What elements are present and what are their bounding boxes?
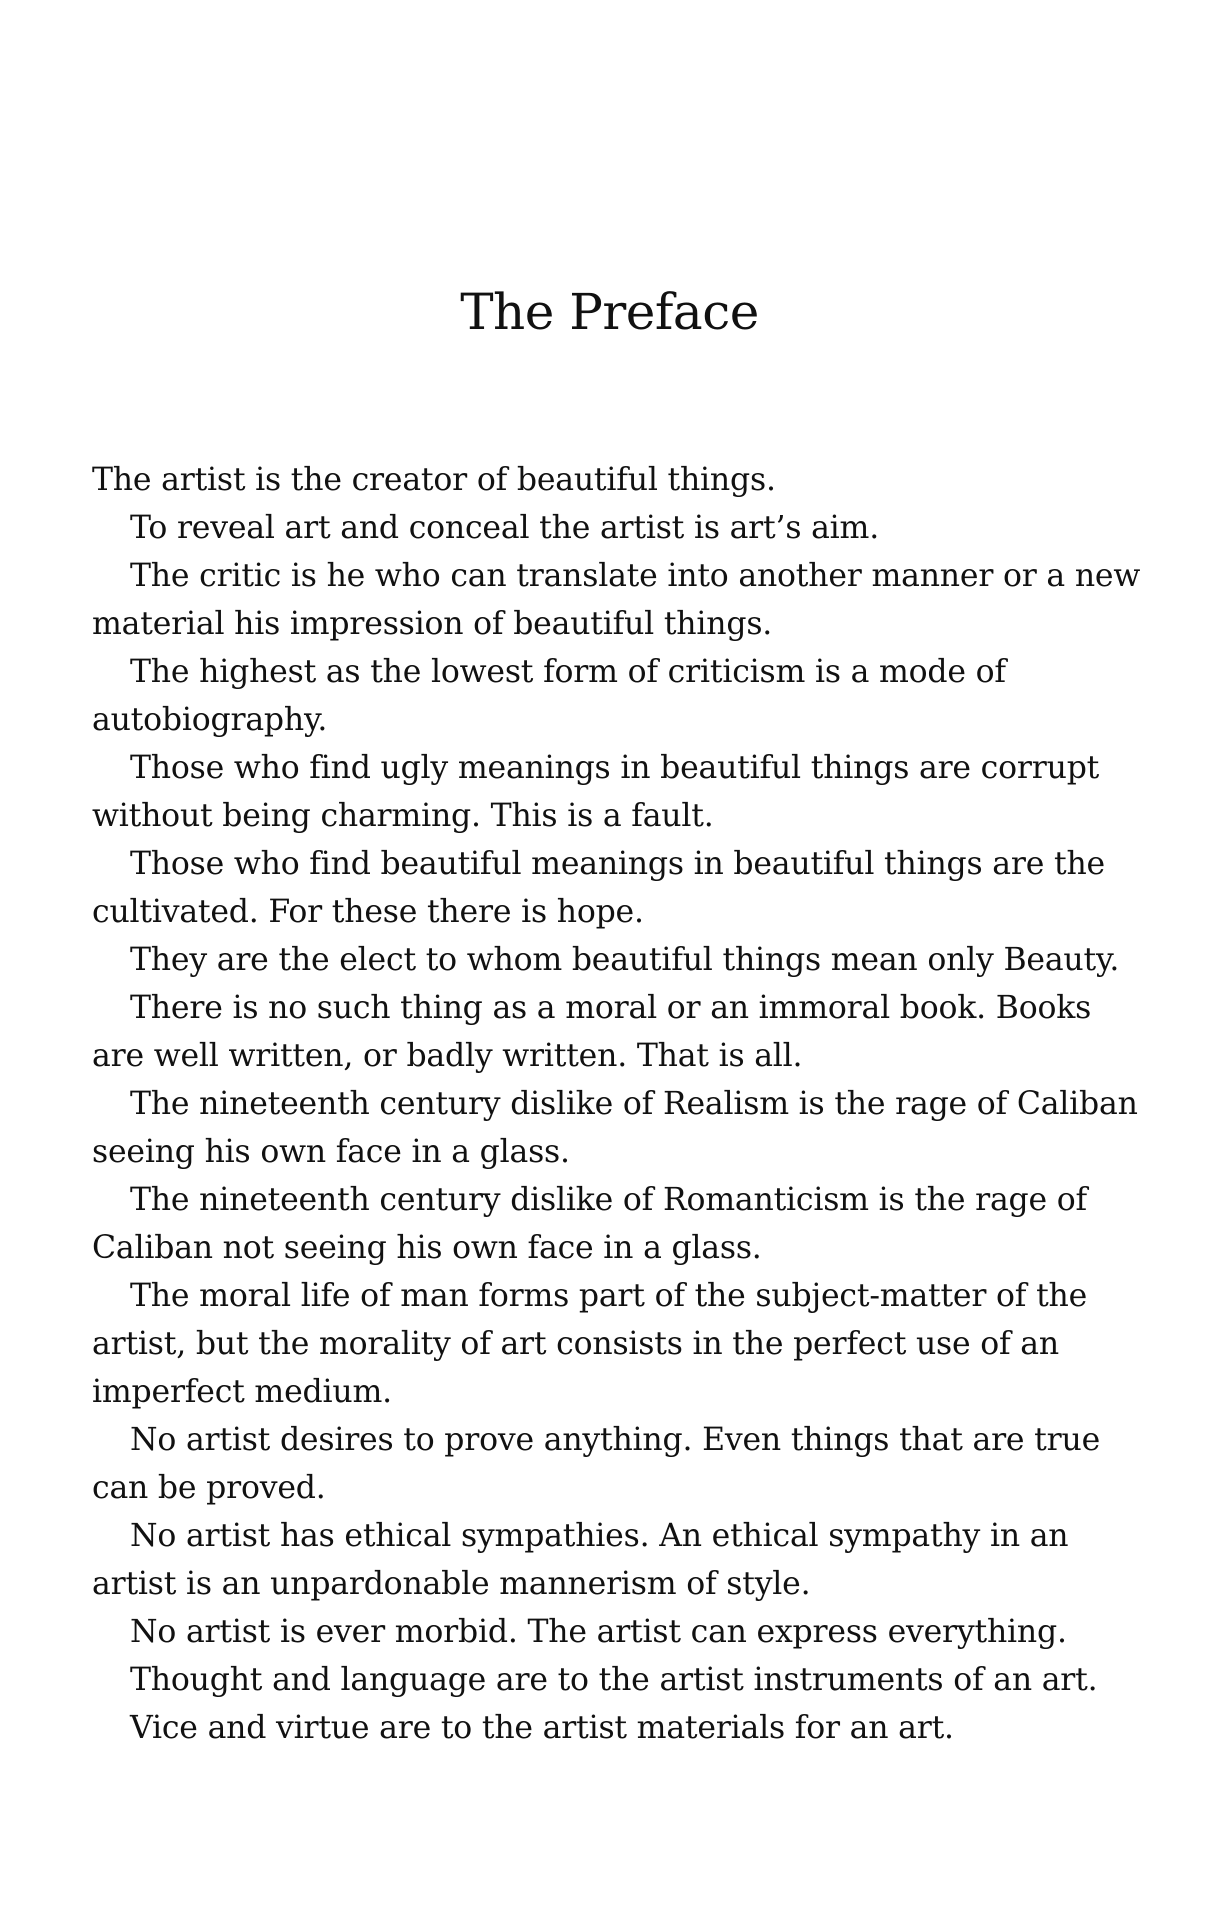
paragraph: The nineteenth century dislike of Realism is the rage of Caliban seeing his own face in a glass. <box>92 1086 1138 1170</box>
paragraph: Those who find ugly meanings in beautiful things are corrupt without being charming. This is a fault. <box>92 750 1100 834</box>
paragraph: There is no such thing as a moral or an immoral book. Books are well written, or badly written. That is all. <box>92 990 1092 1074</box>
paragraph: No artist is ever morbid. The artist can express everything. <box>130 1614 1067 1650</box>
paragraph: The moral life of man forms part of the subject-matter of the artist, but the morality of art consists in the perfect use of an imperfect medium. <box>92 1278 1088 1410</box>
paragraph: The nineteenth century dislike of Romanticism is the rage of Caliban not seeing his own face in a glass. <box>92 1182 1087 1266</box>
paragraph: The artist is the creator of beautiful things. <box>92 462 776 498</box>
paragraph: The critic is he who can translate into another manner or a new material his impression of beautiful things. <box>92 558 1141 642</box>
paragraph: No artist has ethical sympathies. An ethical sympathy in an artist is an unpardonable mannerism of style. <box>92 1518 1069 1602</box>
paragraph: Those who find beautiful meanings in beautiful things are the cultivated. For these there is hope. <box>92 846 1105 930</box>
paragraph: To reveal art and conceal the artist is art’s aim. <box>130 510 880 546</box>
page-title: The Preface <box>460 283 759 341</box>
paragraph: The highest as the lowest form of criticism is a mode of autobiography. <box>92 654 1006 738</box>
preface-body <box>92 456 1142 1752</box>
paragraph: They are the elect to whom beautiful things mean only Beauty. <box>130 942 1120 978</box>
paragraph: Thought and language are to the artist instruments of an art. <box>130 1662 1098 1698</box>
paragraph: Vice and virtue are to the artist materials for an art. <box>130 1710 954 1746</box>
paragraph: No artist desires to prove anything. Even things that are true can be proved. <box>92 1422 1101 1506</box>
